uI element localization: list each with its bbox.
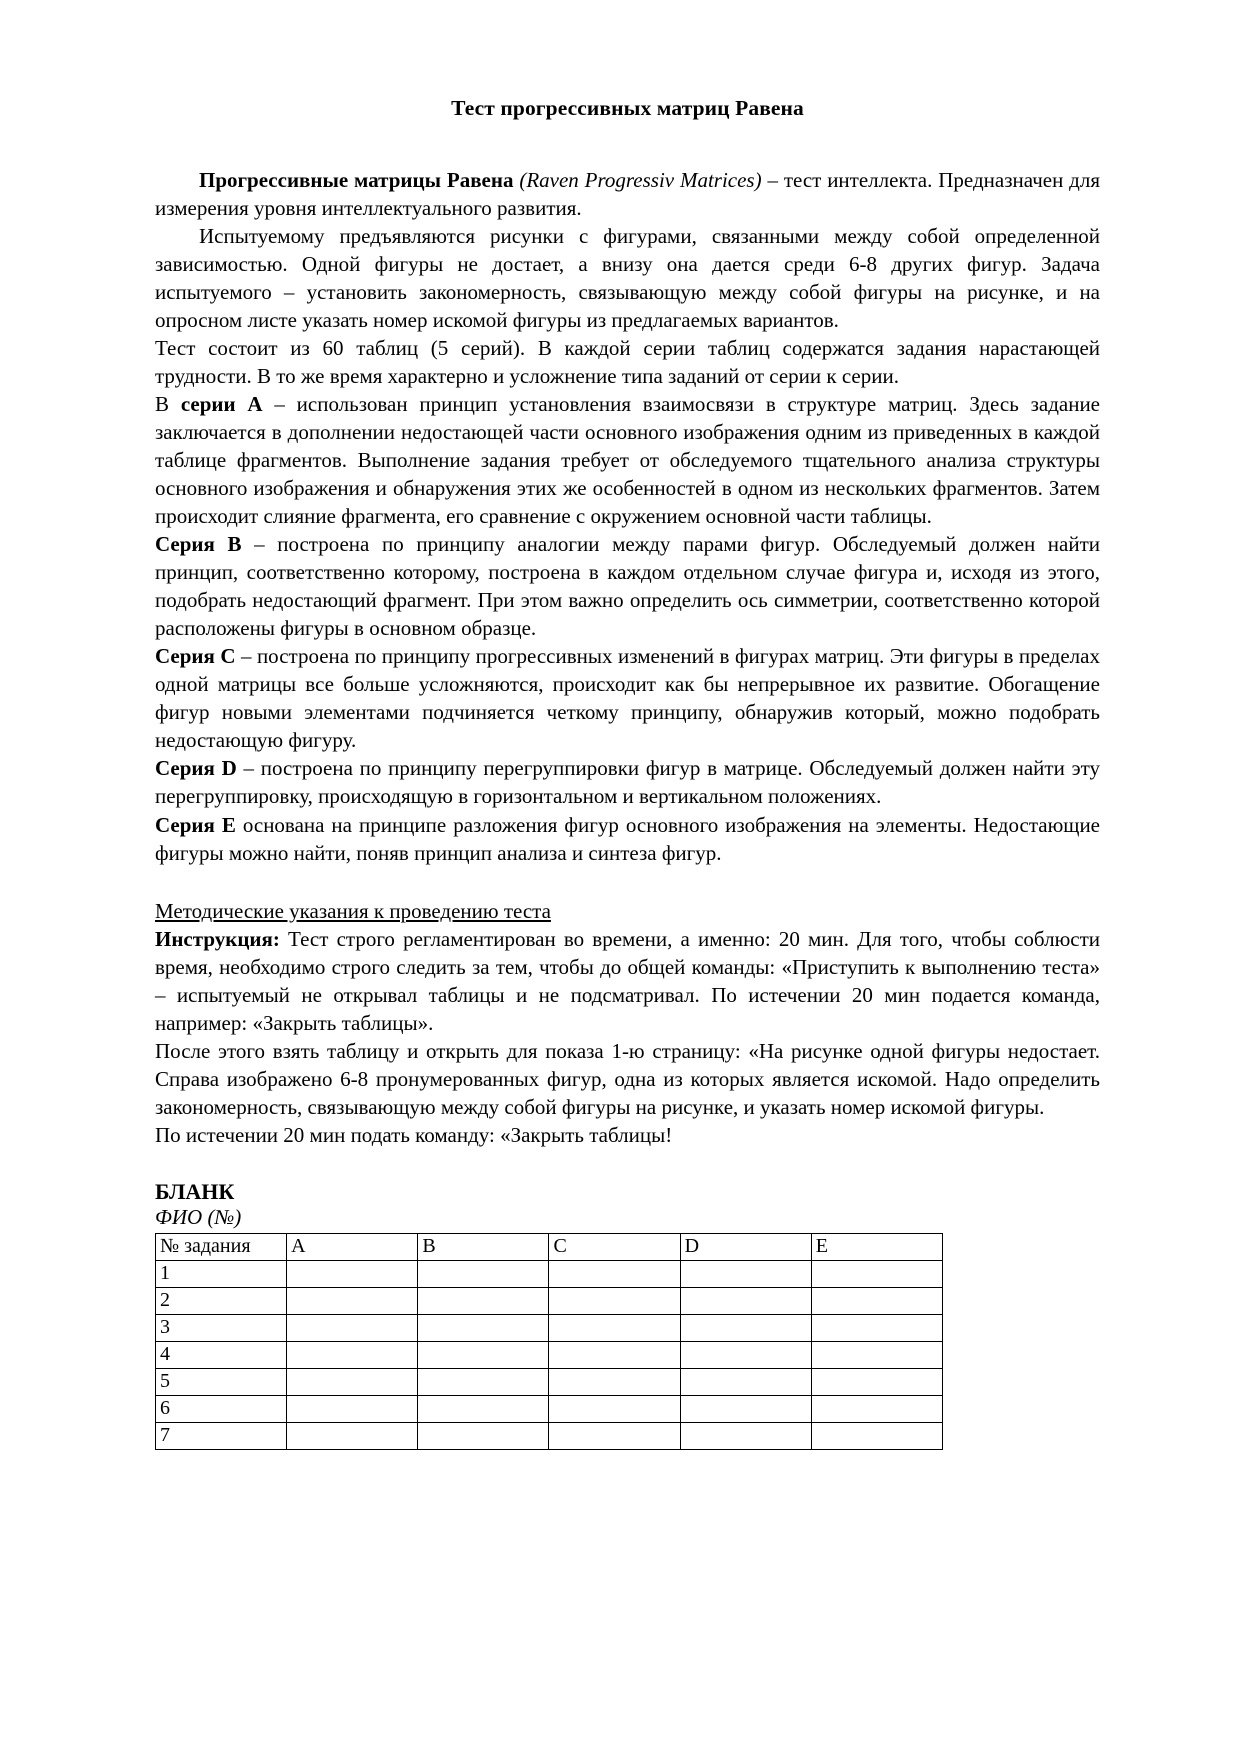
answer-cell-a[interactable] [287, 1261, 418, 1288]
paragraph-intro [155, 166, 1100, 222]
series-a-prefix: В [155, 392, 181, 417]
table-row [156, 1369, 943, 1396]
series-d-label: Серия D [155, 756, 237, 781]
answer-cell-b[interactable] [418, 1369, 549, 1396]
instruction-label: Инструкция: [155, 926, 280, 951]
paragraph-series-b [155, 530, 1100, 642]
answer-sheet-body [156, 1234, 943, 1450]
answer-cell-a[interactable] [287, 1288, 418, 1315]
table-header-cell: D [680, 1234, 811, 1261]
paragraph-structure: Тест состоит из 60 таблиц (5 серий). В каждой серии таблиц содержатся задания нарастающей трудности. В то же время характерно и усложнение типа заданий от серии к серии. [155, 335, 1100, 389]
table-row [156, 1315, 943, 1342]
title-spacer [155, 122, 1100, 166]
fio-label: ФИО (№) [155, 1205, 242, 1230]
answer-cell-d[interactable] [680, 1261, 811, 1288]
table-row [156, 1396, 943, 1423]
answer-cell-b[interactable] [418, 1423, 549, 1450]
intro-rest: – тест интеллекта. Предназначен для измерения уровня интеллектуального развития. [155, 167, 1101, 220]
table-header-cell: B [418, 1234, 549, 1261]
table-header-row [156, 1234, 943, 1261]
answer-cell-a[interactable] [287, 1396, 418, 1423]
answer-cell-e[interactable] [811, 1261, 942, 1288]
answer-cell-b[interactable] [418, 1261, 549, 1288]
paragraph-instruction [155, 925, 1100, 1037]
instruction-text: Тест строго регламентирован во времени, а именно: 20 мин. Для того, чтобы соблюсти время, необходимо строго следить за тем, чтобы до общей команды: «Приступить к выполнению теста» – испытуемый не открывал таблицы и не подсматривал. По истечении 20 мин подается команда, например: «Закрыть таблицы». [155, 926, 1100, 1035]
series-a-text: – использован принцип установления взаимосвязи в структуре матриц. Здесь задание заключается в дополнении недостающей части основного изображения одним из приведенных в каждой таблице фрагментов. Выполнение задания требует от обследуемого тщательного анализа структуры основного изображения и обнаружения этих же особенностей в одном из нескольких фрагментов. Затем происходит слияние фрагмента, его сравнение с окружением основной части таблицы. [155, 392, 1100, 529]
series-e-label: Серия Е [155, 812, 236, 837]
answer-cell-a[interactable] [287, 1342, 418, 1369]
answer-cell-e[interactable] [811, 1396, 942, 1423]
answer-cell-c[interactable] [549, 1288, 680, 1315]
paragraph-after-instruction: После этого взять таблицу и открыть для показа 1-ю страницу: «На рисунке одной фигуры недостает. Справа изображено 6-8 пронумерованных фигур, одна из которых является искомой. Надо определить закономерность, связывающую между собой фигуры на рисунке, и указать номер искомой фигуры. [155, 1038, 1100, 1119]
series-d-text: – построена по принципу перегруппировки фигур в матрице. Обследуемый должен найти эту перегруппировку, происходящую в горизонтальном и вертикальном положениях. [155, 756, 1100, 809]
series-b-label: Серия В [155, 532, 242, 557]
answer-cell-c[interactable] [549, 1342, 680, 1369]
table-row [156, 1261, 943, 1288]
answer-cell-d[interactable] [680, 1369, 811, 1396]
section-gap [155, 867, 1100, 897]
answer-cell-e[interactable] [811, 1342, 942, 1369]
paragraph-closing-command: По истечении 20 мин подать команду: «Закрыть таблицы! [155, 1122, 673, 1147]
task-number-cell: 1 [156, 1261, 287, 1288]
table-row [156, 1342, 943, 1369]
paragraph-series-c [155, 642, 1100, 754]
answer-cell-e[interactable] [811, 1315, 942, 1342]
answer-cell-c[interactable] [549, 1261, 680, 1288]
answer-cell-e[interactable] [811, 1288, 942, 1315]
task-number-cell: 2 [156, 1288, 287, 1315]
answer-cell-c[interactable] [549, 1423, 680, 1450]
series-a-label: серии А [180, 392, 263, 417]
answer-cell-d[interactable] [680, 1342, 811, 1369]
table-header-cell: A [287, 1234, 418, 1261]
task-number-cell: 5 [156, 1369, 287, 1396]
answer-cell-e[interactable] [811, 1423, 942, 1450]
table-header-cell: № задания [156, 1234, 287, 1261]
paragraph-series-e [155, 811, 1100, 867]
answer-cell-c[interactable] [549, 1369, 680, 1396]
intro-lead-bold: Прогрессивные матрицы Равена [199, 167, 514, 192]
answer-cell-a[interactable] [287, 1423, 418, 1450]
page-title: Тест прогрессивных матриц Равена [451, 96, 804, 120]
series-c-label: Серия С [155, 644, 236, 669]
answer-cell-b[interactable] [418, 1342, 549, 1369]
answer-cell-c[interactable] [549, 1396, 680, 1423]
answer-cell-c[interactable] [549, 1315, 680, 1342]
answer-cell-d[interactable] [680, 1315, 811, 1342]
series-e-text: основана на принципе разложения фигур основного изображения на элементы. Недостающие фигуры можно найти, поняв принцип анализа и синтеза фигур. [155, 812, 1100, 865]
series-b-text: – построена по принципу аналогии между парами фигур. Обследуемый должен найти принцип, соответственно которому, построена в каждом отдельном случае фигура и, исходя из этого, подобрать недостающий фрагмент. При этом важно определить ось симметрии, соответственно которой расположены фигуры в основном образце. [155, 532, 1100, 641]
answer-cell-d[interactable] [680, 1423, 811, 1450]
table-row [156, 1288, 943, 1315]
method-heading: Методические указания к проведению теста [155, 898, 551, 923]
blank-title: БЛАНК [155, 1178, 235, 1204]
answer-cell-a[interactable] [287, 1369, 418, 1396]
paragraph-series-d [155, 754, 1100, 810]
answer-cell-a[interactable] [287, 1315, 418, 1342]
blank-section-gap [155, 1149, 1100, 1179]
table-row [156, 1423, 943, 1450]
answer-cell-e[interactable] [811, 1369, 942, 1396]
series-c-text: – построена по принципу прогрессивных изменений в фигурах матриц. Эти фигуры в пределах одной матрицы все больше усложняются, происходит как бы непрерывное их развитие. Обогащение фигур новыми элементами подчиняется четкому принципу, обнаружив который, можно подобрать недостающую фигуру. [155, 644, 1100, 753]
task-number-cell: 3 [156, 1315, 287, 1342]
paragraph-procedure: Испытуемому предъявляются рисунки с фигурами, связанными между собой определенной зависимостью. Одной фигуры не достает, а внизу она дается среди 6-8 других фигур. Задача испытуемого – установить закономерность, связывающую между собой фигуры на рисунке, и на опросном листе указать номер искомой фигуры из предлагаемых вариантов. [155, 223, 1100, 332]
task-number-cell: 4 [156, 1342, 287, 1369]
intro-lead-italic: (Raven Progressiv Matrices) [519, 167, 762, 192]
answer-sheet-table [155, 1233, 943, 1450]
table-header-cell: E [811, 1234, 942, 1261]
answer-cell-b[interactable] [418, 1315, 549, 1342]
answer-cell-d[interactable] [680, 1396, 811, 1423]
answer-cell-b[interactable] [418, 1288, 549, 1315]
task-number-cell: 7 [156, 1423, 287, 1450]
answer-cell-d[interactable] [680, 1288, 811, 1315]
task-number-cell: 6 [156, 1396, 287, 1423]
paragraph-series-a [155, 390, 1100, 530]
table-header-cell: C [549, 1234, 680, 1261]
answer-cell-b[interactable] [418, 1396, 549, 1423]
